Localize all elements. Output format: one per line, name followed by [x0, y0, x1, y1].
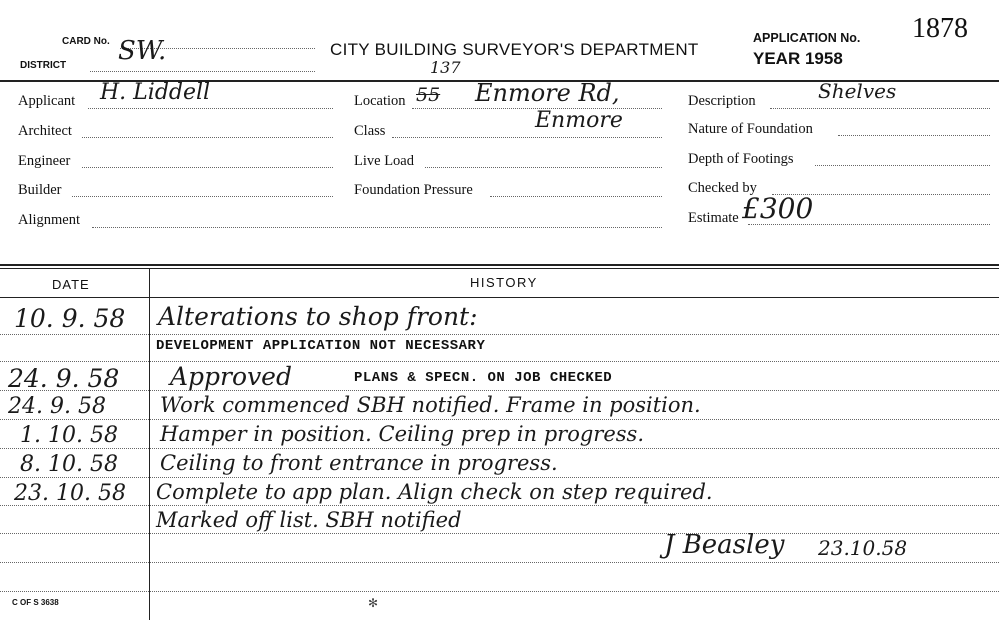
history-date: 10. 9. 58	[14, 304, 126, 333]
alignment-label: Alignment	[18, 212, 81, 228]
history-date: 8. 10. 58	[20, 452, 118, 477]
applicant-value: H. Liddell	[100, 80, 211, 105]
engineer-label: Engineer	[18, 153, 71, 169]
history-entry: Marked off list. SBH notified	[156, 508, 462, 532]
history-entry: Work commenced SBH notified. Frame in position.	[160, 393, 701, 417]
district-value: SW.	[118, 36, 167, 66]
history-date: 24. 9. 58	[8, 364, 120, 393]
live-load-label: Live Load	[354, 153, 414, 169]
ink-mark-icon: ✻	[368, 596, 379, 610]
class-label: Class	[354, 123, 386, 139]
district-label: DISTRICT	[20, 60, 67, 71]
estimate-value: £300	[742, 192, 814, 225]
location-label: Location	[354, 93, 406, 109]
history-date: 23. 10. 58	[14, 481, 126, 506]
signature-name: J Beasley	[664, 530, 785, 560]
estimate-label: Estimate	[688, 210, 739, 226]
location-suburb: Enmore	[535, 108, 623, 133]
card-no-label: CARD No.	[62, 36, 110, 47]
checked-by-label: Checked by	[688, 180, 757, 196]
foundation-pressure-label: Foundation Pressure	[354, 182, 473, 198]
location-number: 137	[430, 58, 461, 77]
date-header: DATE	[52, 277, 90, 292]
form-code: C OF S 3638	[12, 598, 59, 607]
history-entry: Ceiling to front entrance in progress.	[160, 451, 558, 475]
department-title: CITY BUILDING SURVEYOR'S DEPARTMENT	[330, 40, 699, 59]
architect-label: Architect	[18, 123, 72, 139]
builder-label: Builder	[18, 182, 62, 198]
history-date: 24. 9. 58	[8, 394, 106, 419]
application-number: 1878	[912, 13, 968, 44]
application-label: APPLICATION No.	[753, 31, 861, 45]
history-date: 1. 10. 58	[20, 423, 118, 448]
history-entry: Hamper in position. Ceiling prep in progress.	[160, 422, 644, 446]
development-stamp: DEVELOPMENT APPLICATION NOT NECESSARY	[156, 338, 486, 354]
history-header: HISTORY	[470, 275, 538, 290]
location-street: Enmore Rd,	[475, 79, 620, 107]
description-label: Description	[688, 93, 756, 109]
description-value: Shelves	[818, 79, 897, 103]
history-entry: Complete to app plan. Align check on step required.	[156, 480, 713, 504]
location-old-number: 55	[416, 84, 441, 106]
signature-date: 23.10.58	[818, 536, 908, 560]
applicant-label: Applicant	[18, 93, 76, 109]
nature-of-foundation-label: Nature of Foundation	[688, 121, 813, 137]
plans-checked-stamp: PLANS & SPECN. ON JOB CHECKED	[354, 370, 613, 386]
year-label: YEAR 1958	[753, 49, 843, 68]
history-entry: Alterations to shop front:	[158, 302, 478, 331]
history-entry: Approved	[170, 362, 292, 391]
depth-of-footings-label: Depth of Footings	[688, 151, 794, 167]
